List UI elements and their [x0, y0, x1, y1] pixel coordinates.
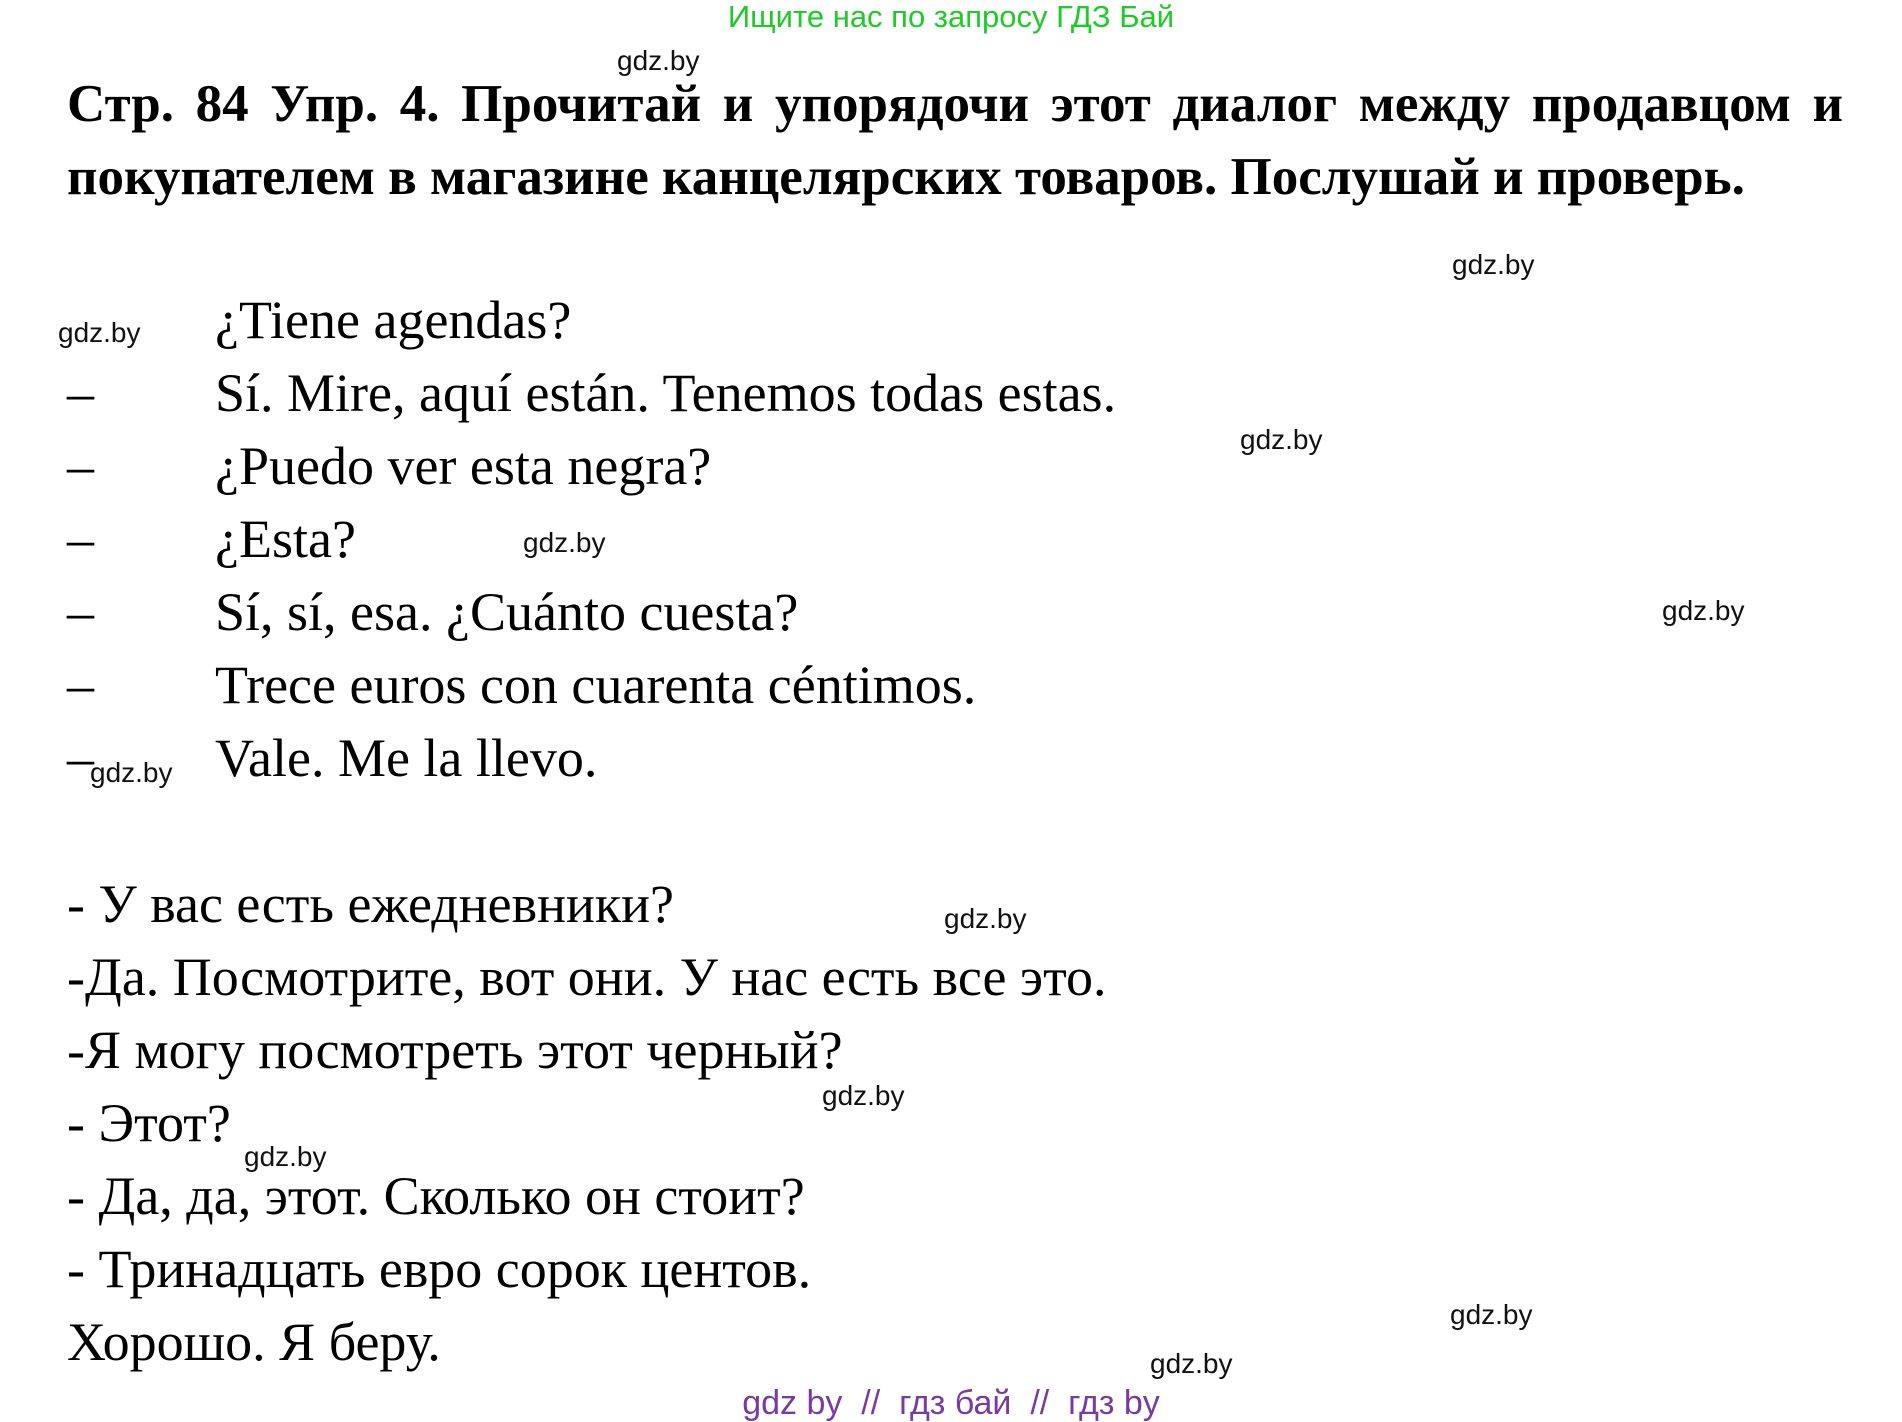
russian-line-2: -Да. Посмотрите, вот они. У нас есть все это.: [67, 947, 1107, 1007]
russian-line-3: -Я могу посмотреть этот черный?: [67, 1020, 843, 1080]
watermark: gdz.by: [523, 527, 606, 558]
watermark: gdz.by: [1450, 1299, 1533, 1330]
spanish-line-2: Sí. Mire, aquí están. Tenemos todas estas.: [215, 363, 1117, 423]
russian-line-7: Хорошо. Я беру.: [67, 1312, 441, 1372]
watermark: gdz.by: [1452, 249, 1535, 280]
spanish-line-7: Vale. Me la llevo.: [215, 728, 598, 788]
watermark: gdz.by: [944, 903, 1027, 934]
spanish-line-1: ¿Tiene agendas?: [215, 290, 572, 350]
watermark: gdz.by: [1662, 595, 1745, 626]
exercise-title: Стр. 84 Упр. 4. Прочитай и упорядочи этот диалог между продавцом и покупателем в магазине канцелярских товаров. Послушай и проверь.: [67, 75, 1843, 206]
watermark: gdz.by: [90, 757, 173, 788]
dash-2: –: [67, 363, 94, 423]
spanish-line-4: ¿Esta?: [215, 509, 356, 569]
watermark: gdz.by: [244, 1141, 327, 1172]
dash-3: –: [67, 436, 94, 496]
dash-4: –: [67, 509, 94, 569]
dash-5: –: [67, 582, 94, 642]
russian-line-5: - Да, да, этот. Сколько он стоит?: [67, 1166, 805, 1226]
dash-7: –: [67, 728, 94, 788]
spanish-line-3: ¿Puedo ver esta negra?: [215, 436, 712, 496]
russian-line-4: - Этот?: [67, 1093, 231, 1153]
footer-links: gdz by // гдз бай // гдз by: [742, 1384, 1160, 1422]
watermark: gdz.by: [822, 1080, 905, 1111]
top-banner: Ищите нас по запросу ГДЗ Бай: [727, 0, 1175, 34]
watermark: gdz.by: [617, 45, 700, 76]
spanish-line-6: Trece euros con cuarenta céntimos.: [215, 655, 977, 715]
dash-6: –: [67, 655, 94, 715]
russian-line-1: - У вас есть ежедневники?: [67, 874, 674, 934]
watermark: gdz.by: [58, 317, 141, 348]
russian-line-6: - Тринадцать евро сорок центов.: [67, 1239, 812, 1299]
watermark: gdz.by: [1240, 424, 1323, 455]
watermark: gdz.by: [1150, 1348, 1233, 1379]
spanish-line-5: Sí, sí, esa. ¿Cuánto cuesta?: [215, 582, 799, 642]
